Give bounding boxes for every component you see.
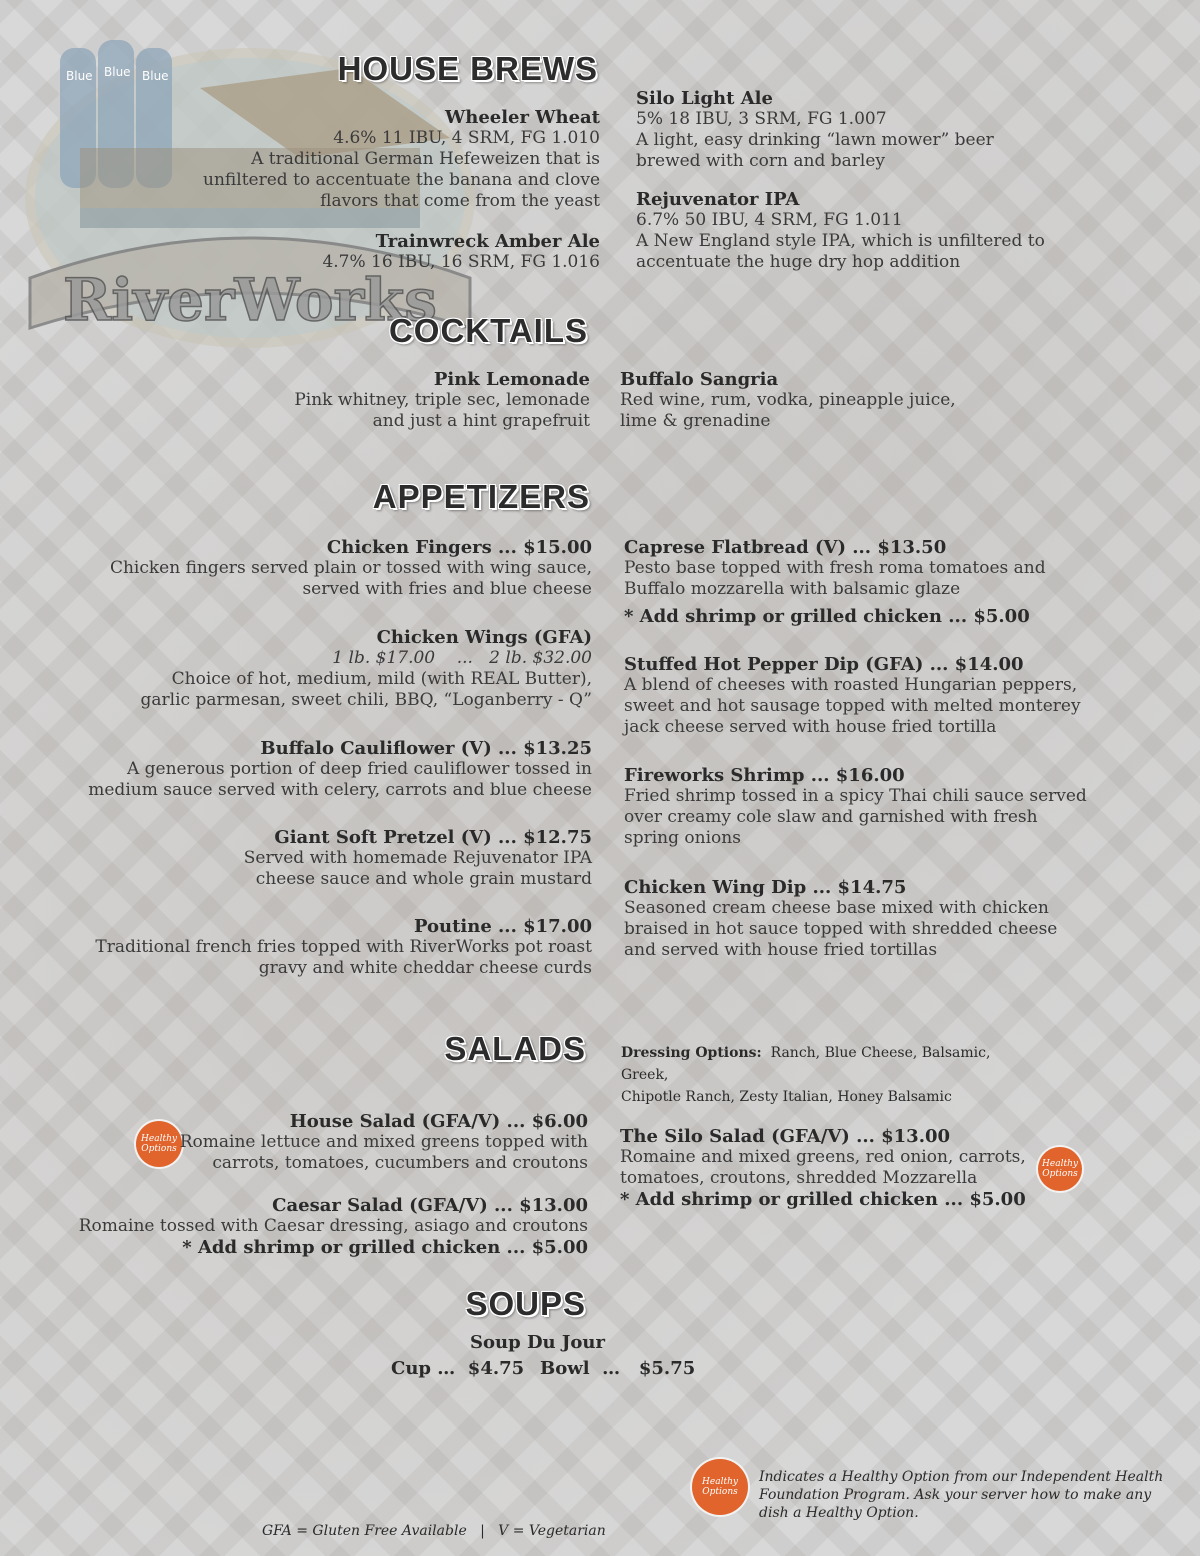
brew-specs: 5% 18 IBU, 3 SRM, FG 1.007 [636,109,887,129]
brew-rejuvenator-ipa [636,189,1156,273]
salad-desc-line: Romaine and mixed greens, red onion, carrots, [620,1147,1026,1167]
appetizer-desc-line: Buffalo mozzarella with balsamic glaze [624,579,961,599]
appetizer-poutine [52,916,592,979]
healthy-option-badge: Healthy Options [692,1459,748,1515]
soups-heading: SOUPS [465,1285,586,1322]
appetizer-name: Fireworks Shrimp ... $16.00 [624,765,905,786]
healthy-note-line: Foundation Program. Ask your server how to make any [759,1487,1152,1503]
salad-desc-line: carrots, tomatoes, cucumbers and croutons [212,1153,588,1173]
appetizer-desc-line: gravy and white cheddar cheese curds [258,958,592,978]
cocktail-buffalo-sangria [620,369,1040,432]
svg-text:Blue: Blue [142,69,169,83]
cocktail-name: Pink Lemonade [433,369,590,390]
soup-cup-price: Cup … $4.75 [391,1358,525,1379]
appetizer-desc-line: sweet and hot sausage topped with melted monterey [624,696,1081,716]
appetizer-desc-line: over creamy cole slaw and garnished with fresh [624,807,1038,827]
soup-name: Soup Du Jour [470,1332,605,1353]
appetizer-caprese-flatbread [624,537,1164,627]
appetizer-name: Chicken Fingers ... $15.00 [326,537,592,558]
brew-desc-line: accentuate the huge dry hop addition [636,252,961,272]
cocktail-pink-lemonade [170,369,590,432]
salad-name: The Silo Salad (GFA/V) ... $13.00 [620,1126,951,1147]
healthy-option-badge: Healthy Options [136,1121,182,1167]
dressing-options [621,1042,1041,1108]
appetizer-stuffed-pepper-dip [624,654,1164,738]
add-protein-note: * Add shrimp or grilled chicken ... $5.00 [624,606,1030,627]
appetizer-name: Caprese Flatbread (V) ... $13.50 [624,537,947,558]
appetizer-desc-line: Pesto base topped with fresh roma tomatoes and [624,558,1046,578]
appetizer-desc-line: Chicken fingers served plain or tossed with wing sauce, [109,558,592,578]
appetizer-desc-line: jack cheese served with house fried tortilla [624,717,997,737]
logo-text: RiverWorks [63,266,437,334]
healthy-note-line: dish a Healthy Option. [759,1505,919,1521]
brew-specs: 4.6% 11 IBU, 4 SRM, FG 1.010 [333,128,600,148]
appetizer-prices: 1 lb. $17.00 ... 2 lb. $32.00 [332,648,592,668]
salad-house [88,1111,588,1174]
appetizers-heading: APPETIZERS [372,478,590,515]
cocktails-heading: COCKTAILS [388,312,588,349]
silo-text: Blue [66,69,93,83]
salad-name: Caesar Salad (GFA/V) ... $13.00 [272,1195,588,1216]
brew-wheeler-wheat [180,107,600,212]
appetizer-name: Chicken Wings (GFA) [376,627,592,648]
appetizer-chicken-wing-dip [624,877,1164,961]
brew-desc-line: brewed with corn and barley [636,151,885,171]
cocktail-desc-line: Red wine, rum, vodka, pineapple juice, [620,390,956,410]
appetizer-name: Buffalo Cauliflower (V) ... $13.25 [260,738,592,759]
appetizer-desc-line: A blend of cheeses with roasted Hungarian peppers, [624,675,1078,695]
brew-desc-line: A New England style IPA, which is unfiltered to [636,231,1045,251]
appetizer-chicken-fingers [52,537,592,600]
brew-silo-light [636,88,1156,172]
salad-desc-line: tomatoes, croutons, shredded Mozzarella [620,1168,978,1188]
appetizer-desc-line: Fried shrimp tossed in a spicy Thai chili sauce served [624,786,1087,806]
salad-silo [620,1126,1040,1210]
appetizer-desc-line: served with fries and blue cheese [302,579,592,599]
brew-desc-line: unfiltered to accentuate the banana and clove [203,170,600,190]
brew-name: Rejuvenator IPA [636,189,800,210]
salad-caesar [68,1195,588,1258]
appetizer-desc-line: Served with homemade Rejuvenator IPA [243,848,592,868]
brew-desc-line: A light, easy drinking “lawn mower” beer [636,130,994,150]
dressing-line: Ranch, Blue Cheese, Balsamic, Greek, [621,1045,991,1083]
cocktail-desc-line: lime & grenadine [620,411,771,431]
appetizer-chicken-wings [52,627,592,711]
dressing-label: Dressing Options: [621,1045,762,1061]
appetizer-name: Poutine ... $17.00 [413,916,592,937]
brew-specs: 6.7% 50 IBU, 4 SRM, FG 1.011 [636,210,903,230]
brew-trainwreck-amber [180,231,600,273]
appetizer-name: Stuffed Hot Pepper Dip (GFA) ... $14.00 [624,654,1024,675]
appetizer-desc-line: garlic parmesan, sweet chili, BBQ, “Loganberry - Q” [140,690,592,710]
brew-name: Wheeler Wheat [445,107,600,128]
appetizer-name: Giant Soft Pretzel (V) ... $12.75 [274,827,592,848]
appetizer-desc-line: medium sauce served with celery, carrots and blue cheese [88,780,592,800]
appetizer-desc-line: cheese sauce and whole grain mustard [255,869,592,889]
appetizer-desc-line: braised in hot sauce topped with shredded cheese [624,919,1058,939]
cocktail-name: Buffalo Sangria [620,369,779,390]
appetizer-desc-line: Choice of hot, medium, mild (with REAL Butter), [171,669,592,689]
legend-note: GFA = Gluten Free Available | V = Vegetarian [262,1523,606,1539]
soup-du-jour [470,1332,605,1353]
appetizer-buffalo-cauliflower [52,738,592,801]
healthy-note-line: Indicates a Healthy Option from our Independent Health [759,1469,1164,1485]
soup-bowl-price: Bowl … $5.75 [540,1358,696,1379]
house-brews-heading: HOUSE BREWS [337,50,598,87]
salad-name: House Salad (GFA/V) ... $6.00 [289,1111,588,1132]
dressing-line: Chipotle Ranch, Zesty Italian, Honey Balsamic [621,1089,952,1105]
salad-desc-line: Romaine tossed with Caesar dressing, asiago and croutons [78,1216,588,1236]
svg-text:Blue: Blue [104,65,131,79]
appetizer-desc-line: and served with house fried tortillas [624,940,938,960]
add-protein-note: * Add shrimp or grilled chicken ... $5.00 [620,1189,1026,1210]
appetizer-desc-line: A generous portion of deep fried cauliflower tossed in [126,759,592,779]
appetizer-desc-line: spring onions [624,828,741,848]
salad-desc-line: Romaine lettuce and mixed greens topped with [179,1132,588,1152]
appetizer-desc-line: Traditional french fries topped with RiverWorks pot roast [95,937,592,957]
brew-name: Trainwreck Amber Ale [375,231,600,252]
appetizer-desc-line: Seasoned cream cheese base mixed with chicken [624,898,1049,918]
healthy-option-badge: Healthy Options [1038,1147,1082,1191]
appetizer-name: Chicken Wing Dip ... $14.75 [624,877,907,898]
add-protein-note: * Add shrimp or grilled chicken ... $5.00 [182,1237,588,1258]
cocktail-desc-line: Pink whitney, triple sec, lemonade [294,390,590,410]
brew-desc-line: A traditional German Hefeweizen that is [251,149,600,169]
brew-desc-line: flavors that come from the yeast [320,191,600,211]
appetizer-fireworks-shrimp [624,765,1164,849]
brew-specs: 4.7% 16 IBU, 16 SRM, FG 1.016 [322,252,600,272]
salads-heading: SALADS [444,1030,586,1067]
cocktail-desc-line: and just a hint grapefruit [372,411,590,431]
healthy-option-note [759,1468,1189,1522]
brew-name: Silo Light Ale [636,88,773,109]
appetizer-giant-soft-pretzel [52,827,592,890]
